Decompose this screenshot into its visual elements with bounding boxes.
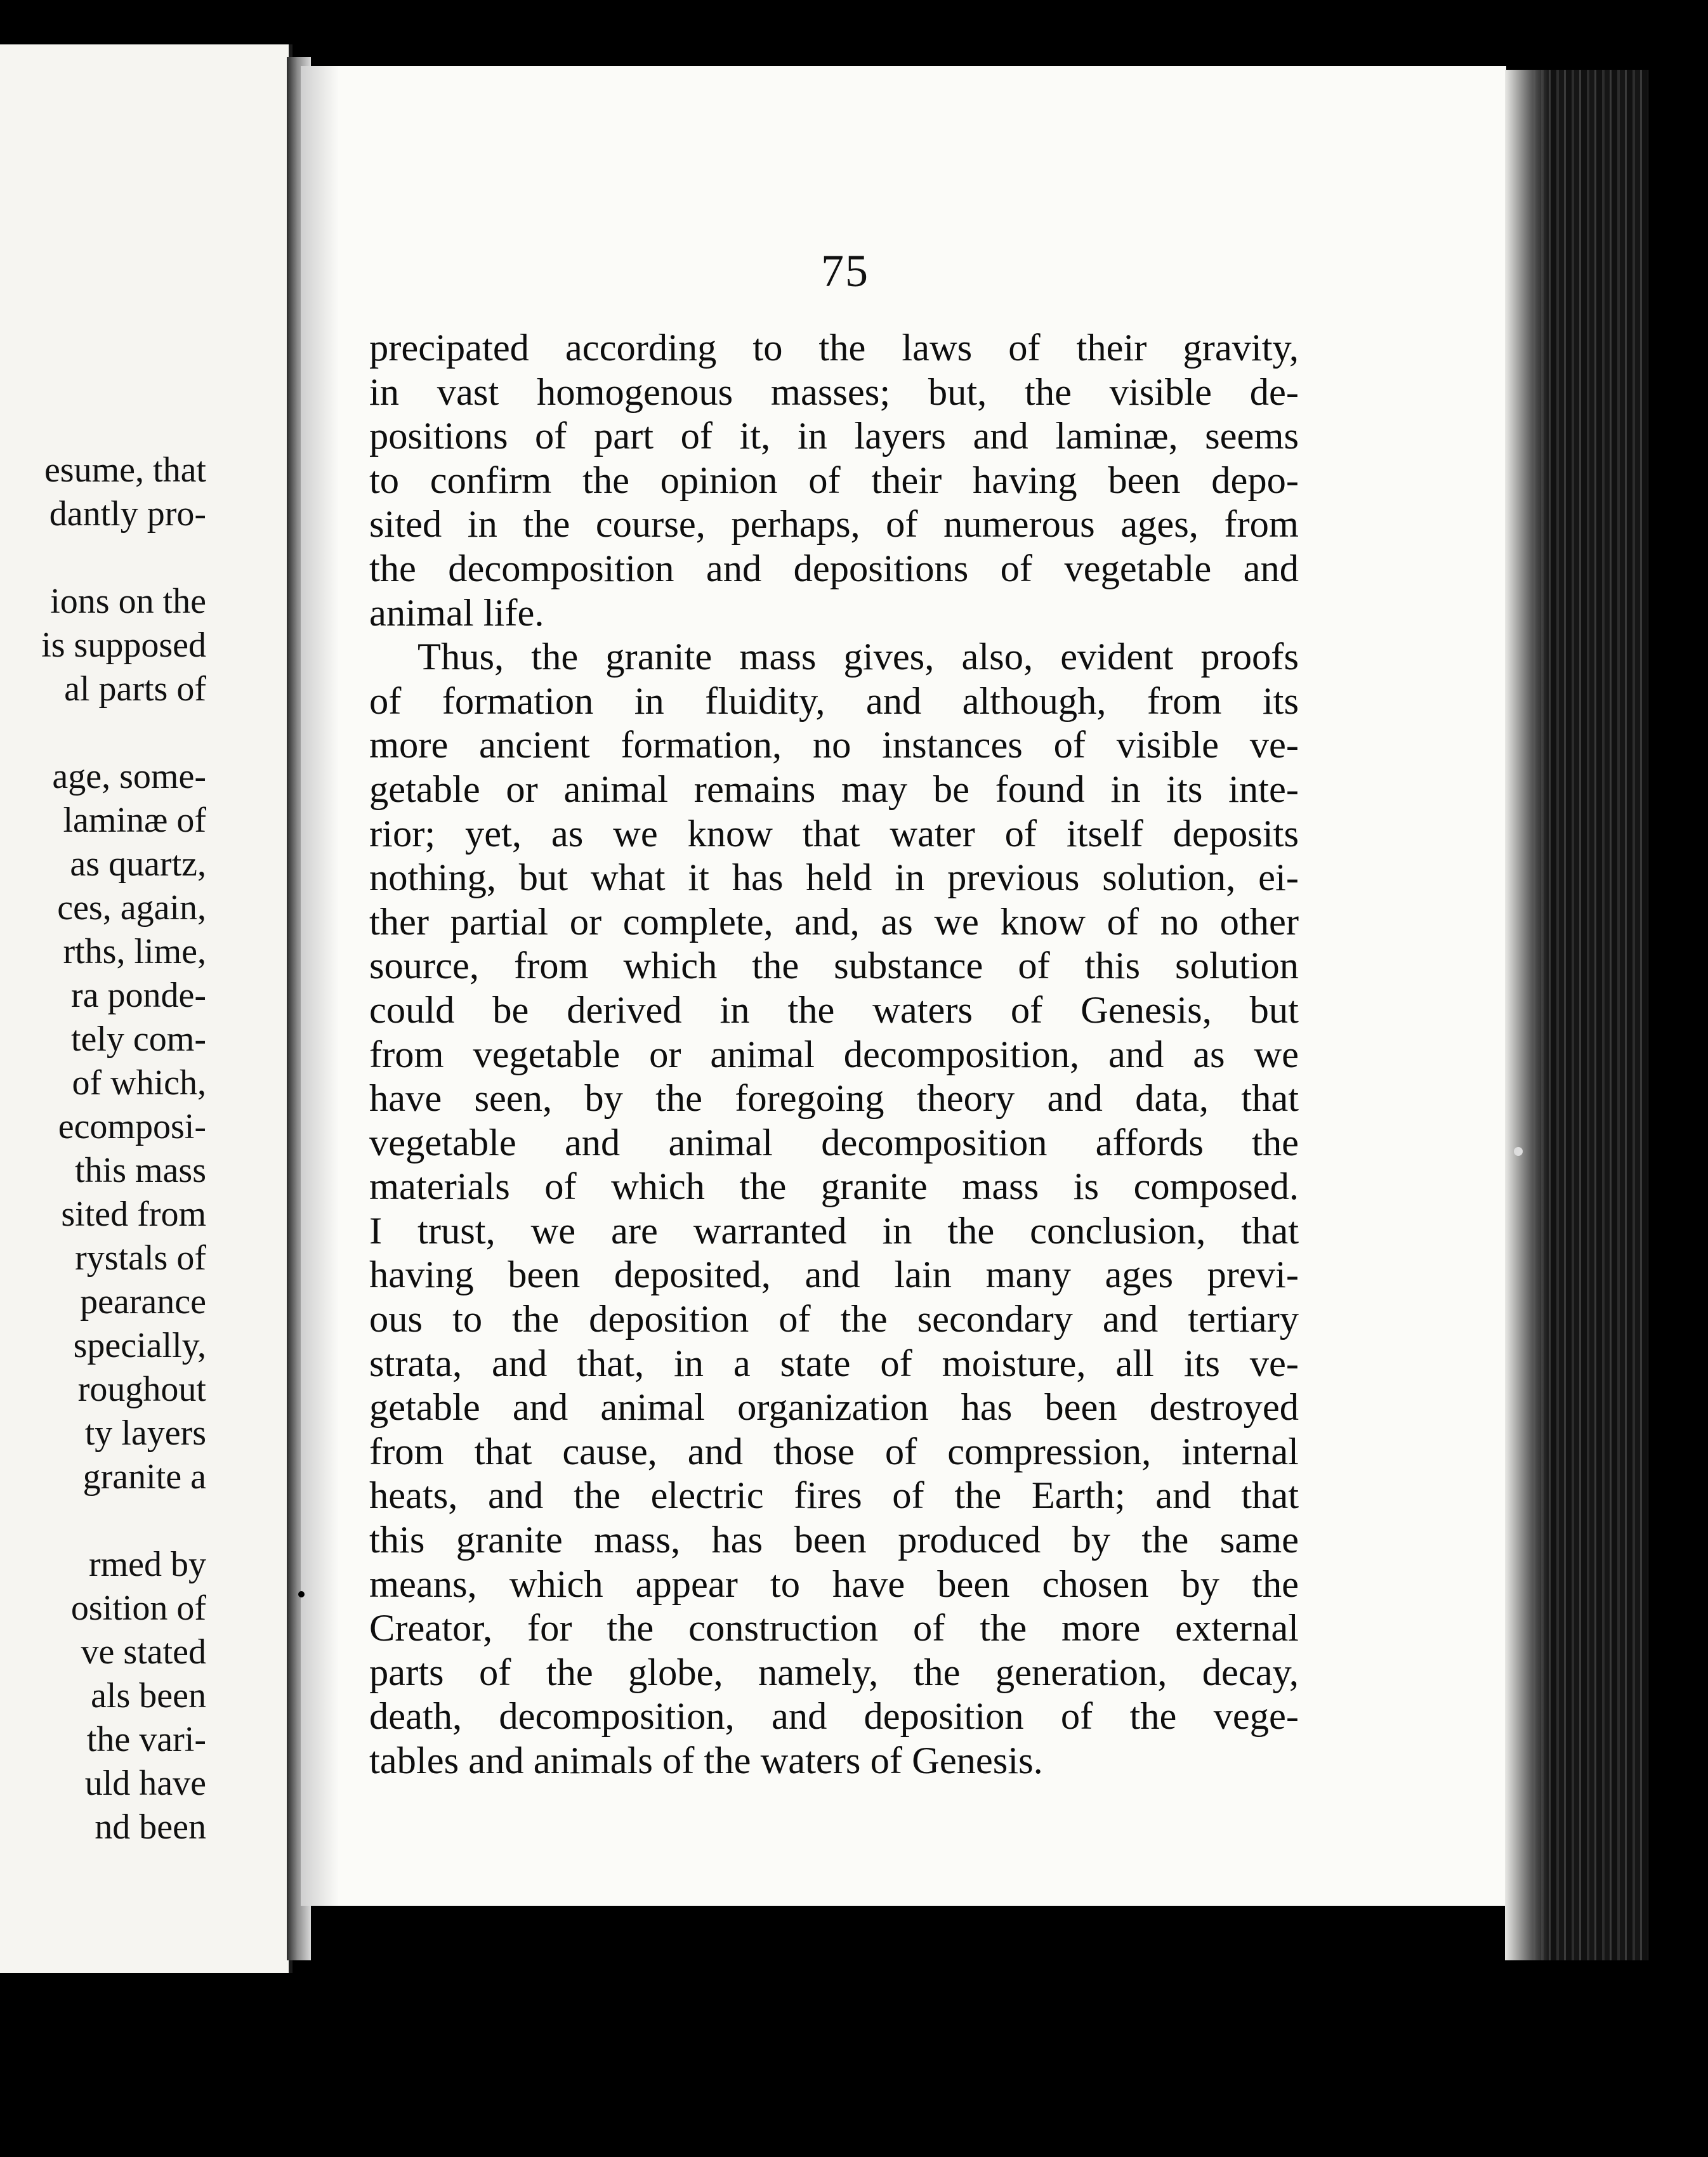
left-line: sited from [61,1195,206,1234]
left-line: ces, again, [57,888,206,928]
text-line: getable and animal organization has been destroyed [369,1386,1299,1429]
text-line: nothing, but what it has held in previous solution, ei- [369,856,1299,900]
text-line: from vegetable or animal decomposition, and as we [369,1033,1299,1076]
left-line: ve stated [81,1632,206,1672]
left-page [0,44,292,1973]
right-page [301,66,1506,1906]
margin-mark [298,1591,305,1597]
left-line: uld have [84,1764,206,1803]
left-line [0,405,206,449]
text-line: rior; yet, as we know that water of itself deposits [369,812,1299,855]
left-line: nd been [95,1807,206,1847]
text-line: I trust, we are warranted in the conclusion, that [369,1209,1299,1252]
text-line: sited in the course, perhaps, of numerous ages, from [369,503,1299,546]
text-line: parts of the globe, namely, the generation, decay, [369,1651,1299,1694]
left-line: esume, that [44,450,206,490]
left-line: specially, [73,1326,206,1365]
left-line [0,1499,206,1543]
text-line: animal life. [369,591,544,634]
text-line: this granite mass, has been produced by the same [369,1519,1299,1562]
text-line: from that cause, and those of compression, internal [369,1430,1299,1473]
text-line: could be derived in the waters of Genesis, but [369,988,1299,1032]
left-line: dantly pro- [49,494,206,534]
left-line: roughout [77,1370,206,1409]
left-line: laminæ of [63,801,206,840]
text-line: tables and animals of the waters of Genesis. [369,1740,1043,1782]
left-line: pearance [80,1282,206,1321]
text-line: vegetable and animal decomposition affords the [369,1121,1299,1164]
scan-speck [1514,1147,1523,1156]
left-line: ions on the [50,582,206,621]
left-line: age, some- [52,757,206,796]
text-line: positions of part of it, in layers and laminæ, seems [369,415,1299,458]
page-edge-shadow [1505,70,1549,1960]
text-line: ous to the deposition of the secondary and tertiary [369,1298,1299,1341]
text-line: precipated according to the laws of their gravity, [369,327,1299,369]
text-line: have seen, by the foregoing theory and data, that [369,1077,1299,1120]
page-number: 75 [821,246,869,296]
text-line: getable or animal remains may be found in its inte- [369,768,1299,811]
left-line [0,711,206,755]
body-text [369,326,1299,1783]
left-line [0,536,206,580]
text-line: of formation in fluidity, and although, from its [369,679,1299,723]
text-line: source, from which the substance of this solution [369,945,1299,988]
left-line: al parts of [64,669,206,709]
text-line: heats, and the electric fires of the Earth; and that [369,1474,1299,1518]
left-line: as quartz, [70,844,206,884]
left-line: rmed by [88,1545,206,1584]
left-line: is supposed [41,626,206,665]
text-line: in vast homogenous masses; but, the visible de- [369,370,1299,414]
left-line: ra ponde- [70,976,206,1015]
left-line: this mass [75,1151,206,1190]
text-line: to confirm the opinion of their having been depo- [369,459,1299,502]
text-line: the decomposition and depositions of vegetable and [369,547,1299,590]
text-line: Creator, for the construction of the more external [369,1607,1299,1650]
left-line: ty layers [84,1413,206,1453]
text-line: having been deposited, and lain many ages previ- [369,1254,1299,1297]
left-page-text [0,405,206,1849]
left-line: osition of [70,1589,206,1628]
left-line: the vari- [86,1720,206,1759]
left-line: tely com- [70,1019,206,1059]
text-line: death, decomposition, and deposition of the vege- [369,1695,1299,1738]
left-line: granite a [82,1457,206,1497]
left-line: of which, [72,1063,206,1103]
text-line: materials of which the granite mass is composed. [369,1165,1299,1209]
left-line: rths, lime, [63,932,206,971]
text-line: more ancient formation, no instances of visible ve- [369,724,1299,767]
left-line: ecomposi- [58,1107,206,1146]
left-line: rystals of [75,1238,206,1278]
text-line: Thus, the granite mass gives, also, evident proofs [417,636,1299,679]
left-line: als been [91,1676,206,1715]
text-line: ther partial or complete, and, as we know of no other [369,900,1299,943]
text-line: means, which appear to have been chosen by the [369,1563,1299,1606]
text-line: strata, and that, in a state of moisture, all its ve- [369,1342,1299,1385]
